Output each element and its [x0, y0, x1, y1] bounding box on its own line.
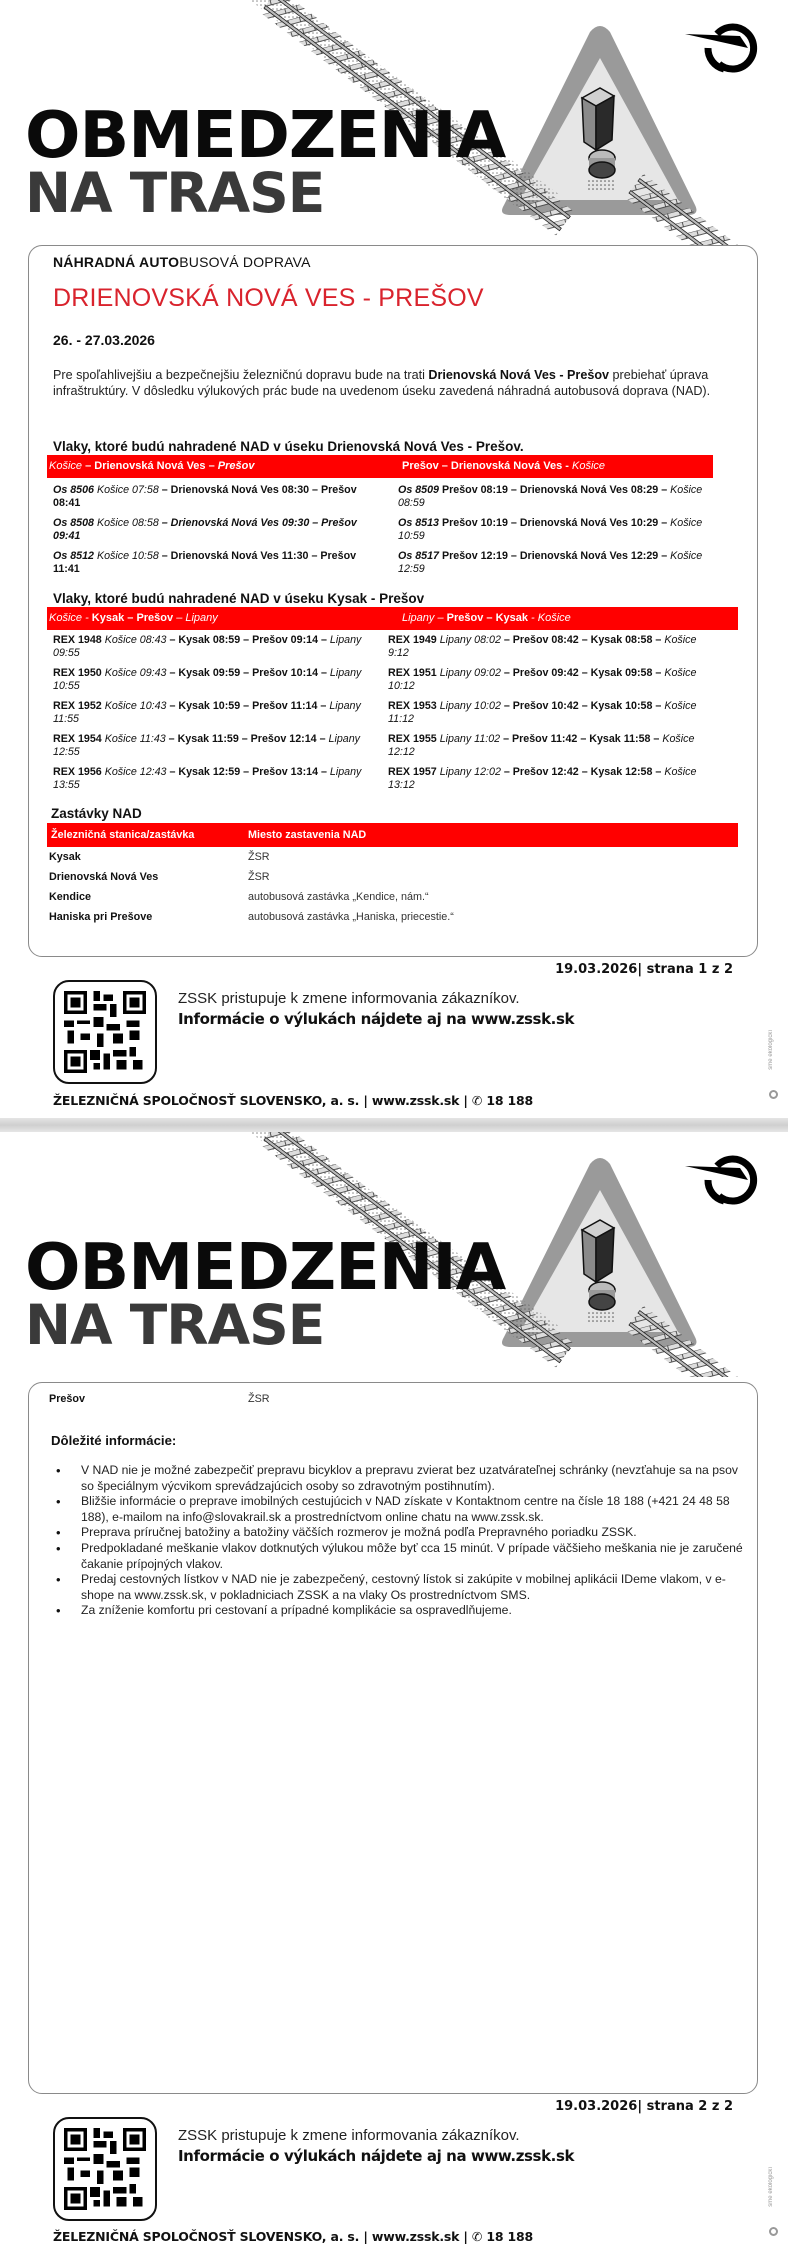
stops-table-row: Haniska pri Prešove autobusová zastávka „Haniska, priecestie.“: [49, 911, 454, 923]
stops-table-row: Prešov ŽSR: [49, 1393, 270, 1405]
qr-code-icon[interactable]: [53, 980, 157, 1084]
title-line-2: NA TRASE: [25, 161, 325, 225]
info-bullet: • Predpokladané meškanie vlakov dotknutých výlukou môže byť cca 15 minút. V prípade väčšieho meškania nie je zaručené čakanie prípojných vlakov.: [51, 1541, 751, 1572]
stops-title: Zastávky NAD: [51, 806, 142, 821]
train-row: Os 8513 Prešov 10:19 – Drienovská Nová Ves 10:29 – Košice 10:59: [398, 517, 703, 542]
header-hero: [0, 1132, 788, 1377]
route-title: DRIENOVSKÁ NOVÁ VES - PREŠOV: [53, 284, 484, 312]
title-line-1: OBMEDZENIA: [25, 1231, 506, 1305]
train-row: REX 1953 Lipany 10:02 – Prešov 10:42 – Kysak 10:58 – Košice 11:12: [388, 700, 697, 725]
stops-col-place: Miesto zastavenia NAD: [248, 829, 367, 841]
train-row: REX 1952 Košice 10:43 – Kysak 10:59 – Prešov 11:14 – Lipany 11:55: [53, 700, 361, 725]
header-hero: [0, 0, 788, 245]
train-row: REX 1954 Košice 11:43 – Kysak 11:59 – Prešov 12:14 – Lipany 12:55: [53, 733, 361, 758]
train-row: Os 8509 Prešov 08:19 – Drienovská Nová Ves 08:29 – Košice 08:59: [398, 484, 703, 509]
footer-website-text[interactable]: Informácie o výlukách nájdete aj na www.zssk.sk: [178, 2147, 575, 2165]
zssk-logo-icon: [685, 27, 754, 69]
train-row: Os 8512 Košice 10:58 – Drienovská Nová Ves 11:30 – Prešov 11:41: [53, 550, 357, 575]
service-type-label: NÁHRADNÁ AUTOBUSOVÁ DOPRAVA: [53, 254, 311, 270]
page-separator: [0, 1118, 788, 1132]
section1-header: Košice – Drienovská Nová Ves – Prešov Prešov – Drienovská Nová Ves - Košice: [47, 455, 713, 478]
footer-info-text: ZSSK pristupuje k zmene informovania zákazníkov.: [178, 990, 520, 1007]
section2-header: Košice - Kysak – Prešov – Lipany Lipany – Prešov – Kysak - Košice: [47, 607, 738, 630]
info-bullet: • Predaj cestovných lístkov v NAD nie je zabezpečený, cestovný lístok si zakúpite v mobilnej aplikácii IDeme vlakom, v e-shope na www.zssk.sk, v pokladniciach ZSSK a na vlaky Os prostredníctvom SMS.: [51, 1572, 751, 1603]
train-row: REX 1955 Lipany 11:02 – Prešov 11:42 – Kysak 11:58 – Košice 12:12: [388, 733, 695, 758]
page-1: [0, 0, 788, 1118]
eco-leaf-icon: [769, 1090, 778, 1099]
train-row: Os 8508 Košice 08:58 – Drienovská Nová Ves 09:30 – Prešov 09:41: [53, 517, 357, 542]
section1-title: Vlaky, ktoré budú nahradené NAD v úseku Drienovská Nová Ves - Prešov.: [53, 439, 524, 454]
company-info: ŽELEZNIČNÁ SPOLOČNOSŤ SLOVENSKO, a. s. | www.zssk.sk | ✆ 18 188: [53, 1093, 533, 1108]
info-bullet: • Bližšie informácie o preprave imobilných cestujúcich v NAD získate v Kontaktnom centre na čísle 18 188 (+421 24 48 58 188), e-mailom na info@slovakrail.sk a prostredníctvom online chatu na www.zssk.sk.: [51, 1494, 751, 1525]
page-number-label: 19.03.2026| strana 2 z 2: [555, 2099, 733, 2114]
info-bullet: • V NAD nie je možné zabezpečiť prepravu bicyklov a prepravu zvierat bez uzatvárateľnej schránky (nevzťahuje sa na psov so špeciálnym výcvikom sprevádzajúcich osoby so zdravotným postihnutím).: [51, 1463, 751, 1494]
title-line-2: NA TRASE: [25, 1293, 325, 1357]
eco-label: sme ekologickí: [768, 1030, 774, 1070]
stops-table-row: Kendice autobusová zastávka „Kendice, nám.“: [49, 891, 429, 903]
stops-col-station: Železničná stanica/zastávka: [51, 829, 195, 841]
important-info-list: [51, 1463, 751, 1619]
train-row: REX 1956 Košice 12:43 – Kysak 12:59 – Prešov 13:14 – Lipany 13:55: [53, 766, 362, 791]
stops-table-header: [47, 823, 738, 847]
train-row: REX 1950 Košice 09:43 – Kysak 09:59 – Prešov 10:14 – Lipany 10:55: [53, 667, 362, 692]
train-row: REX 1951 Lipany 09:02 – Prešov 09:42 – Kysak 09:58 – Košice 10:12: [388, 667, 697, 692]
train-row: REX 1949 Lipany 08:02 – Prešov 08:42 – Kysak 08:58 – Košice 9:12: [388, 634, 697, 659]
eco-leaf-icon: [769, 2227, 778, 2236]
intro-paragraph: Pre spoľahlivejšiu a bezpečnejšiu železničnú dopravu bude na trati Drienovská Nová Ves - Prešov prebiehať úprava infraštruktúry. V dôsledku výlukových prác bude na uvedenom úseku zavedená náhradná autobusová doprava (NAD).: [53, 368, 711, 398]
train-row: Os 8517 Prešov 12:19 – Drienovská Nová Ves 12:29 – Košice 12:59: [398, 550, 703, 575]
zssk-logo-icon: [685, 1159, 754, 1201]
page-number-label: 19.03.2026| strana 1 z 2: [555, 962, 733, 977]
footer-website-text[interactable]: Informácie o výlukách nájdete aj na www.zssk.sk: [178, 1010, 575, 1028]
important-info-title: Dôležité informácie:: [51, 1433, 177, 1448]
eco-label: sme ekologickí: [768, 2167, 774, 2207]
stops-table-row: Drienovská Nová Ves ŽSR: [49, 871, 270, 883]
stops-table-row: Kysak ŽSR: [49, 851, 270, 863]
date-range: 26. - 27.03.2026: [53, 332, 155, 348]
info-bullet: • Preprava príručnej batožiny a batožiny väčších rozmerov je možná podľa Prepravného poriadku ZSSK.: [51, 1525, 751, 1541]
footer-info-text: ZSSK pristupuje k zmene informovania zákazníkov.: [178, 2127, 520, 2144]
company-info: ŽELEZNIČNÁ SPOLOČNOSŤ SLOVENSKO, a. s. | www.zssk.sk | ✆ 18 188: [53, 2229, 533, 2244]
train-row: REX 1957 Lipany 12:02 – Prešov 12:42 – Kysak 12:58 – Košice 13:12: [388, 766, 697, 791]
title-line-1: OBMEDZENIA: [25, 99, 506, 173]
section2-title: Vlaky, ktoré budú nahradené NAD v úseku Kysak - Prešov: [53, 591, 425, 606]
train-row: REX 1948 Košice 08:43 – Kysak 08:59 – Prešov 09:14 – Lipany 09:55: [53, 634, 362, 659]
train-row: Os 8506 Košice 07:58 – Drienovská Nová Ves 08:30 – Prešov 08:41: [53, 484, 357, 509]
qr-code-icon[interactable]: [53, 2117, 157, 2221]
content-card-page-1: [28, 245, 758, 957]
content-card-page-2: [28, 1382, 758, 2094]
info-bullet: • Za zníženie komfortu pri cestovaní a prípadné komplikácie sa ospravedlňujeme.: [51, 1603, 751, 1619]
page-2: [0, 1132, 788, 2255]
